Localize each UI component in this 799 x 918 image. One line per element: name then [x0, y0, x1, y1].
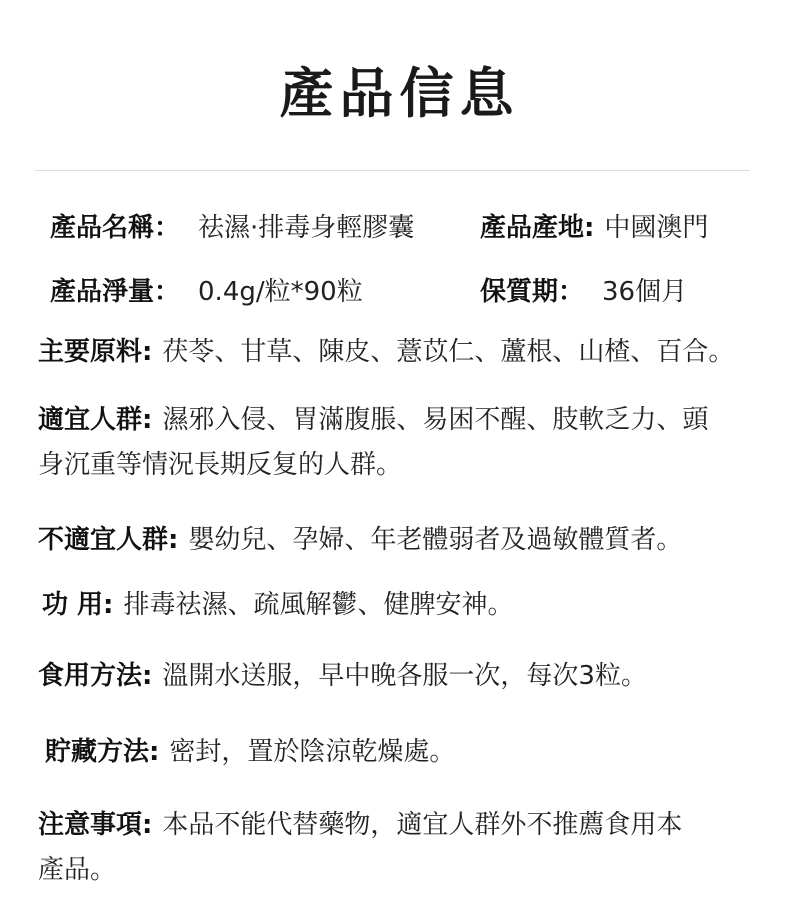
suitable-value-continued: 身沉重等情況長期反复的人群。	[38, 450, 403, 480]
usage-label: 食用方法:	[38, 661, 153, 691]
ingredients-row	[38, 334, 734, 370]
suitable-label: 適宜人群:	[38, 405, 153, 435]
product-name-row	[50, 210, 414, 246]
function-row	[42, 587, 513, 623]
shelf-life-row	[480, 274, 687, 310]
notes-value-continued: 產品。	[38, 855, 117, 885]
shelf-life-value: 36個月	[602, 277, 688, 307]
title-divider	[35, 170, 750, 171]
notes-row-continued	[38, 852, 116, 888]
ingredients-value: 茯苓、甘草、陳皮、薏苡仁、蘆根、山楂、百合。	[162, 337, 735, 367]
unsuitable-row	[38, 522, 682, 558]
storage-label: 貯藏方法:	[45, 737, 160, 767]
storage-row	[45, 734, 455, 770]
usage-value: 溫開水送服，早中晚各服一次，每次3粒。	[162, 661, 647, 691]
ingredients-label: 主要原料:	[38, 337, 153, 367]
notes-row	[38, 807, 682, 843]
product-name-value: 祛濕·排毒身輕膠囊	[198, 213, 415, 243]
suitable-row-continued	[38, 447, 402, 483]
unsuitable-value: 嬰幼兒、孕婦、年老體弱者及過敏體質者。	[188, 525, 683, 555]
product-origin-row	[480, 210, 708, 246]
notes-value: 本品不能代替藥物，適宜人群外不推薦食用本	[162, 810, 683, 840]
suitable-row	[38, 402, 708, 438]
product-origin-value: 中國澳門	[604, 213, 709, 243]
product-origin-label: 產品產地:	[480, 213, 595, 243]
suitable-value: 濕邪入侵、胃滿腹脹、易困不醒、肢軟乏力、頭	[162, 405, 709, 435]
page-title: 產品信息	[279, 62, 520, 125]
net-quantity-value: 0.4g/粒*90粒	[198, 277, 363, 307]
shelf-life-label: 保質期：	[480, 277, 585, 307]
notes-label: 注意事項:	[38, 810, 153, 840]
net-quantity-label: 產品淨量：	[50, 277, 181, 307]
unsuitable-label: 不適宜人群:	[38, 525, 179, 555]
product-name-label: 產品名稱：	[50, 213, 181, 243]
function-label: 功 用:	[42, 590, 114, 620]
storage-value: 密封，置於陰涼乾燥處。	[169, 737, 456, 767]
net-quantity-row	[50, 274, 363, 310]
function-value: 排毒祛濕、疏風解鬱、健脾安神。	[123, 590, 514, 620]
usage-row	[38, 658, 647, 694]
